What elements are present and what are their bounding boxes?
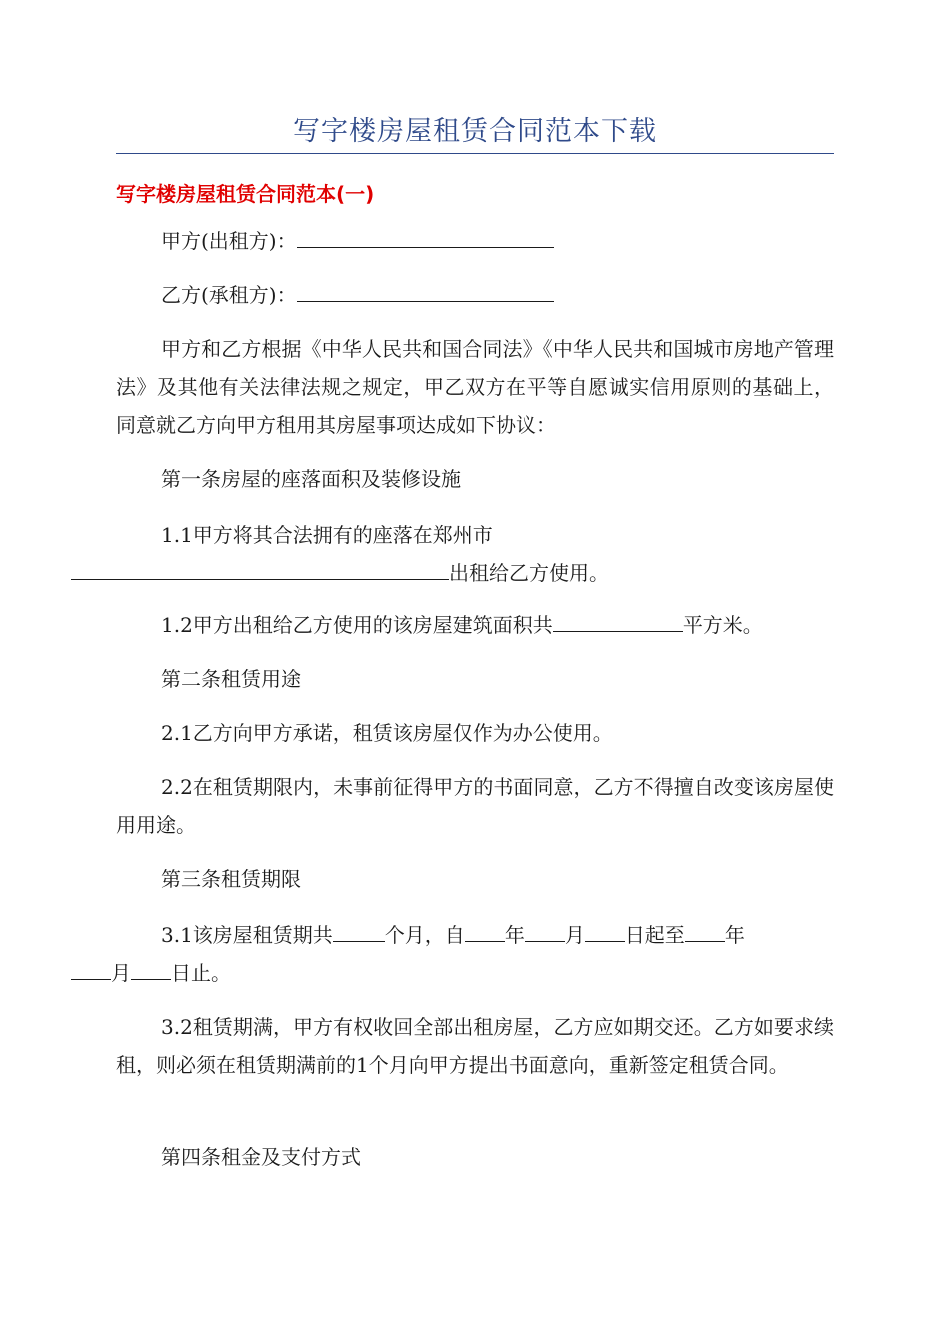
- document-title: 写字楼房屋租赁合同范本下载: [293, 116, 657, 147]
- clause-1-1-text-b: 出租给乙方使用。: [449, 561, 609, 585]
- article-3-heading: 第三条租赁期限: [161, 867, 301, 891]
- start-day-blank: [585, 919, 625, 942]
- end-month-blank: [71, 957, 111, 980]
- article-2-heading: 第二条租赁用途: [161, 667, 301, 691]
- end-day-blank: [131, 957, 171, 980]
- start-year-blank: [465, 919, 505, 942]
- clause-2-2: 2.2在租赁期限内，未事前征得甲方的书面同意，乙方不得擅自改变该房屋使用用途。: [116, 775, 834, 837]
- clause-1-2: [116, 606, 834, 644]
- clause-1-1-text-a: 1.1甲方将其合法拥有的座落在郑州市: [161, 523, 493, 547]
- party-a-line: [116, 222, 834, 260]
- clause-3-2: 3.2租赁期满，甲方有权收回全部出租房屋，乙方应如期交还。乙方如要求续租，则必须在租赁期满前的1个月向甲方提出书面意向，重新签定租赁合同。: [116, 1015, 834, 1077]
- clause-3-1-text-a: 3.1该房屋租赁期共: [161, 923, 333, 947]
- area-blank: [553, 609, 683, 632]
- article-1-heading: 第一条房屋的座落面积及装修设施: [161, 467, 461, 491]
- end-year-blank: [685, 919, 725, 942]
- clause-3-1-text-e: 日起至: [624, 923, 685, 947]
- clause-3-1-text-d: 月: [564, 923, 585, 947]
- clause-3-1-text-g: 月: [111, 961, 131, 985]
- party-a-blank: [297, 225, 554, 248]
- clause-3-1: [111, 916, 834, 992]
- title-underline: [116, 153, 834, 154]
- months-blank: [333, 919, 385, 942]
- location-blank: [71, 557, 449, 580]
- start-month-blank: [525, 919, 565, 942]
- party-b-blank: [297, 279, 554, 302]
- clause-3-1-text-b: 个月，自: [384, 923, 465, 947]
- preamble-paragraph: 甲方和乙方根据《中华人民共和国合同法》《中华人民共和国城市房地产管理法》及其他有关法律法规之规定，甲乙双方在平等自愿诚实信用原则的基础上，同意就乙方向甲方租用其房屋事项达成如下协议：: [116, 337, 834, 437]
- party-b-line: [116, 276, 834, 314]
- party-a-label: 甲方(出租方)：: [161, 229, 297, 253]
- clause-1-1: [116, 516, 834, 592]
- clause-1-2-text-a: 1.2甲方出租给乙方使用的该房屋建筑面积共: [161, 613, 553, 637]
- clause-3-1-text-h: 日止。: [171, 961, 231, 985]
- article-4-heading: 第四条租金及支付方式: [161, 1145, 361, 1169]
- clause-3-1-text-c: 年: [504, 923, 525, 947]
- clause-2-1: 2.1乙方向甲方承诺，租赁该房屋仅作为办公使用。: [161, 721, 613, 745]
- clause-3-1-text-f: 年: [724, 923, 745, 947]
- section-heading: 写字楼房屋租赁合同范本(一): [116, 182, 375, 206]
- party-b-label: 乙方(承租方)：: [161, 283, 297, 307]
- clause-1-2-text-b: 平方米。: [682, 613, 763, 637]
